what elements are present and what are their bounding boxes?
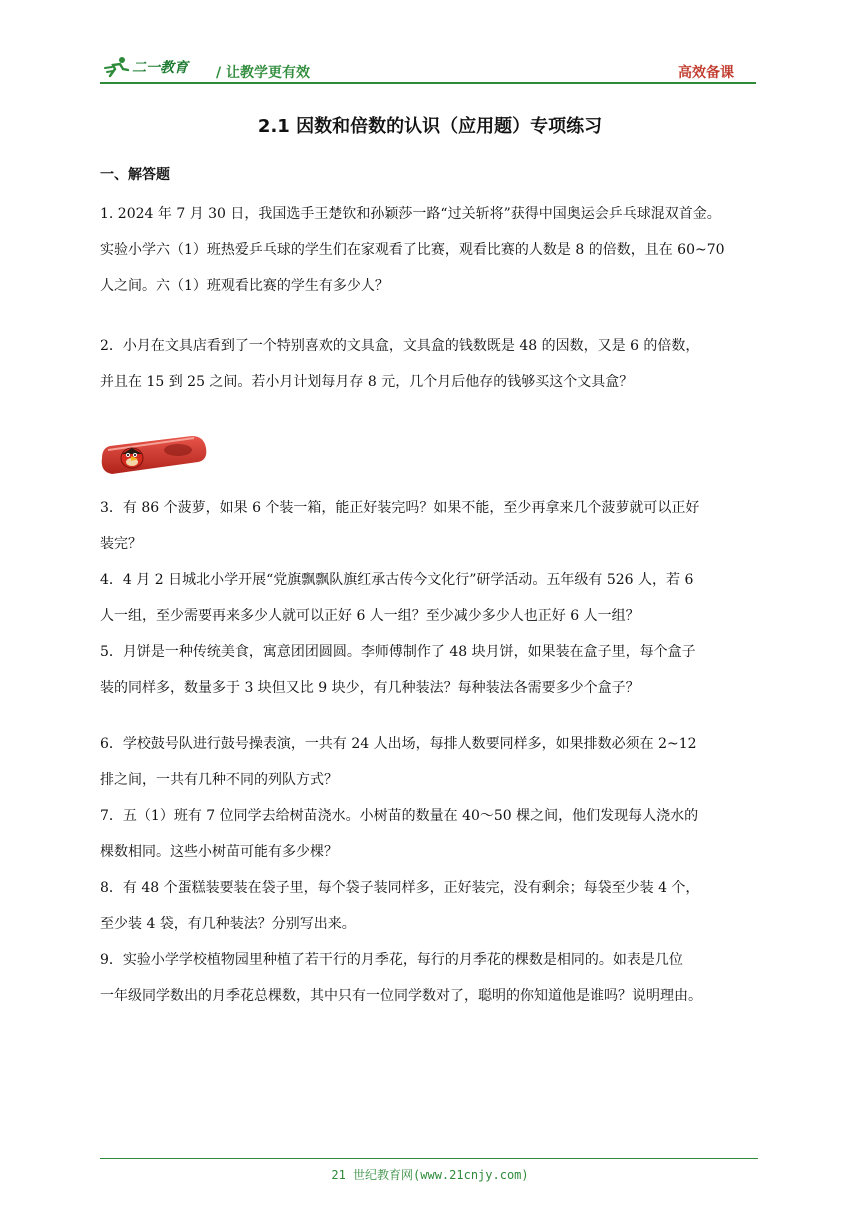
- question-line: 1. 2024 年 7 月 30 日，我国选手王楚钦和孙颖莎一路“过关斩将”获得中国奥运会乒乓球混双首金。: [100, 206, 721, 222]
- question-line: 5．月饼是一种传统美食，寓意团团圆圆。李师傅制作了 48 块月饼，如果装在盒子里，每个盒子: [100, 644, 696, 660]
- question-7: [100, 798, 760, 870]
- question-5: [100, 634, 760, 706]
- question-line: 一年级同学数出的月季花总棵数，其中只有一位同学数对了，聪明的你知道他是谁吗？说明理由。: [100, 988, 702, 1004]
- page-title: 2.1 因数和倍数的认识（应用题）专项练习: [257, 116, 603, 137]
- question-line: 实验小学六（1）班热爱乒乓球的学生们在家观看了比赛，观看比赛的人数是 8 的倍数，且在 60~70: [100, 242, 725, 258]
- section-heading: 一、解答题: [100, 167, 170, 183]
- question-1: [100, 196, 760, 304]
- pencil-box-image: [98, 424, 210, 480]
- footer-divider: [100, 1158, 758, 1159]
- question-line: 人之间。六（1）班观看比赛的学生有多少人？: [100, 278, 389, 294]
- question-line: 2．小月在文具店看到了一个特别喜欢的文具盒，文具盒的钱数既是 48 的因数，又是 6 的倍数，: [100, 338, 700, 354]
- question-line: 3．有 86 个菠萝，如果 6 个装一箱，能正好装完吗？如果不能，至少再拿来几个菠萝就可以正好: [100, 500, 700, 516]
- header-slogan: / 让教学更有效: [216, 65, 310, 81]
- page-header: [100, 52, 756, 82]
- question-line: 至少装 4 袋，有几种装法？分别写出来。: [100, 916, 356, 932]
- question-line: 棵数相同。这些小树苗可能有多少棵？: [100, 844, 338, 860]
- page-footer: 21 世纪教育网(www.21cnjy.com): [331, 1168, 529, 1182]
- question-2: [100, 328, 760, 400]
- question-line: 并且在 15 到 25 之间。若小月计划每月存 8 元，几个月后他存的钱够买这个文具盒？: [100, 374, 634, 390]
- question-4: [100, 562, 760, 634]
- question-line: 4．4 月 2 日城北小学开展“党旗飘飘队旗红承古传今文化行”研学活动。五年级有 526 人，若 6: [100, 572, 694, 588]
- runner-logo-icon: [104, 56, 130, 78]
- question-line: 人一组，至少需要再来多少人就可以正好 6 人一组？至少减少多少人也正好 6 人一组？: [100, 608, 640, 624]
- question-line: 装完？: [100, 536, 142, 552]
- header-divider: [100, 82, 756, 84]
- logo-text: 二一教育: [132, 60, 188, 76]
- question-3: [100, 490, 760, 562]
- question-line: 9．实验小学学校植物园里种植了若干行的月季花，每行的月季花的棵数是相同的。如表是几位: [100, 952, 683, 968]
- question-line: 7．五（1）班有 7 位同学去给树苗浇水。小树苗的数量在 40～50 棵之间，他们发现每人浇水的: [100, 808, 699, 824]
- logo: [104, 56, 188, 78]
- header-tagline: 高效备课: [678, 65, 734, 81]
- question-9: [100, 942, 760, 1014]
- question-line: 装的同样多，数量多于 3 块但又比 9 块少，有几种装法？每种装法各需要多少个盒子？: [100, 680, 640, 696]
- question-8: [100, 870, 760, 942]
- question-line: 排之间，一共有几种不同的列队方式？: [100, 772, 338, 788]
- question-line: 8．有 48 个蛋糕装要装在袋子里，每个袋子装同样多，正好装完，没有剩余；每袋至少装 4 个，: [100, 880, 700, 896]
- question-6: [100, 726, 760, 798]
- question-line: 6．学校鼓号队进行鼓号操表演，一共有 24 人出场，每排人数要同样多，如果排数必须在 2~12: [100, 736, 697, 752]
